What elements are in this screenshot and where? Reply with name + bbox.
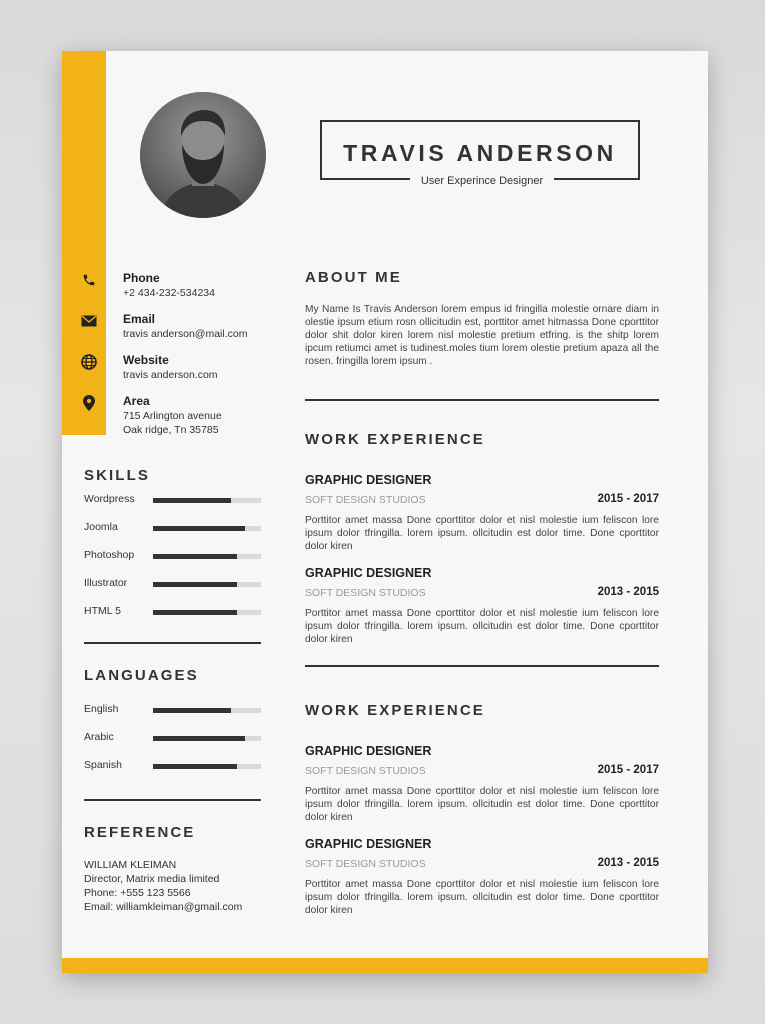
language-bar-fill [153,736,245,741]
language-bar-fill [153,764,237,769]
globe-icon [80,353,98,371]
job-company: SOFT DESIGN STUDIOS [305,494,426,506]
job-description: Porttitor amet massa Done cporttitor dolor et nisl molestie ium feliscon lore ipsum dolor tfringilla. lorem ipsum. ollcitudin est dolor time. Done cporttitor dolor kiren [305,608,659,645]
language-bar [153,736,261,741]
divider [84,642,261,644]
contact-value: travis anderson@mail.com [123,328,248,340]
skill-bar-fill [153,554,237,559]
contact-label: Website [123,353,169,367]
skill-bar [153,582,261,587]
contact-label: Phone [123,271,160,285]
job-description: Porttitor amet massa Done cporttitor dolor et nisl molestie ium feliscon lore ipsum dolor tfringilla. lorem ipsum. ollcitudin est dolor time. Done cporttitor dolor kiren [305,879,659,916]
full-name: TRAVIS ANDERSON [343,140,617,166]
skill-row [84,605,261,619]
language-label: Spanish [84,759,122,771]
skill-bar-fill [153,610,237,615]
reference-phone: Phone: +555 123 5566 [84,887,191,899]
skill-bar [153,554,261,559]
skill-row [84,549,261,563]
job-company: SOFT DESIGN STUDIOS [305,858,426,870]
skill-bar-fill [153,498,231,503]
language-bar [153,764,261,769]
divider [84,799,261,801]
about-title: ABOUT ME [305,269,402,286]
skill-bar [153,526,261,531]
skill-bar-fill [153,526,245,531]
reference-name: WILLIAM KLEIMAN [84,859,177,871]
about-text: My Name Is Travis Anderson lorem empus id fringilla molestie ornare diam in olestie ipsum etium rosn ollicitudin est, porttitor amet hitmassa Done cporttitor dolor shit dolor kiren lorem nisl molestie pretium etfring. is the shitp lorem ipcum retiumci amet is tudinest.moles tium lorem olestie pretium apaza all the rosen. fringilla lorem ipsum . [305,304,659,367]
skill-row [84,493,261,507]
language-bar [153,708,261,713]
skill-row [84,521,261,535]
phone-icon [80,271,98,289]
skill-row [84,577,261,591]
skills-title: SKILLS [84,467,150,484]
language-row [84,703,261,717]
accent-sidebar-bar [62,51,106,435]
contact-label: Email [123,312,156,326]
skill-label: Photoshop [84,549,135,561]
work-experience-title: WORK EXPERIENCE [305,702,485,719]
language-row [84,731,261,745]
reference-email: Email: williamkleiman@gmail.com [84,901,243,913]
skill-label: Illustrator [84,577,128,589]
job-years: 2015 - 2017 [597,764,659,776]
job-title: GRAPHIC DESIGNER [305,473,432,487]
skill-bar-fill [153,582,237,587]
job-years: 2013 - 2015 [597,586,659,598]
job-title: GRAPHIC DESIGNER [305,744,432,758]
language-bar-fill [153,708,231,713]
job-subtitle: User Experince Designer [410,173,554,189]
skill-bar [153,498,261,503]
job-description: Porttitor amet massa Done cporttitor dolor et nisl molestie ium feliscon lore ipsum dolor tfringilla. lorem ipsum. ollcitudin est dolor time. Done cporttitor dolor kiren [305,786,659,823]
job-years: 2015 - 2017 [597,493,659,505]
job-description: Porttitor amet massa Done cporttitor dolor et nisl molestie ium feliscon lore ipsum dolor tfringilla. lorem ipsum. ollcitudin est dolor time. Done cporttitor dolor kiren [305,515,659,552]
languages-title: LANGUAGES [84,667,199,684]
profile-photo [140,92,266,218]
job-title: GRAPHIC DESIGNER [305,837,432,851]
contact-value: +2 434-232-534234 [123,287,215,299]
divider [305,399,659,401]
name-header-box [320,120,640,180]
accent-footer-bar [62,958,708,973]
contact-value-line2: Oak ridge, Tn 35785 [123,424,219,436]
contact-value: 715 Arlington avenue [123,410,222,422]
location-pin-icon [80,394,98,412]
contact-value: travis anderson.com [123,369,218,381]
reference-position: Director, Matrix media limited [84,873,220,885]
job-title: GRAPHIC DESIGNER [305,566,432,580]
divider [305,665,659,667]
work-experience-title: WORK EXPERIENCE [305,431,485,448]
resume-page [62,51,708,973]
skill-label: Joomla [84,521,118,533]
job-company: SOFT DESIGN STUDIOS [305,587,426,599]
skill-label: Wordpress [84,493,135,505]
job-company: SOFT DESIGN STUDIOS [305,765,426,777]
job-years: 2013 - 2015 [597,857,659,869]
skill-bar [153,610,261,615]
contact-label: Area [123,394,150,408]
email-icon [80,312,98,330]
skill-label: HTML 5 [84,605,121,617]
language-label: Arabic [84,731,114,743]
reference-title: REFERENCE [84,824,196,841]
language-label: English [84,703,119,715]
language-row [84,759,261,773]
